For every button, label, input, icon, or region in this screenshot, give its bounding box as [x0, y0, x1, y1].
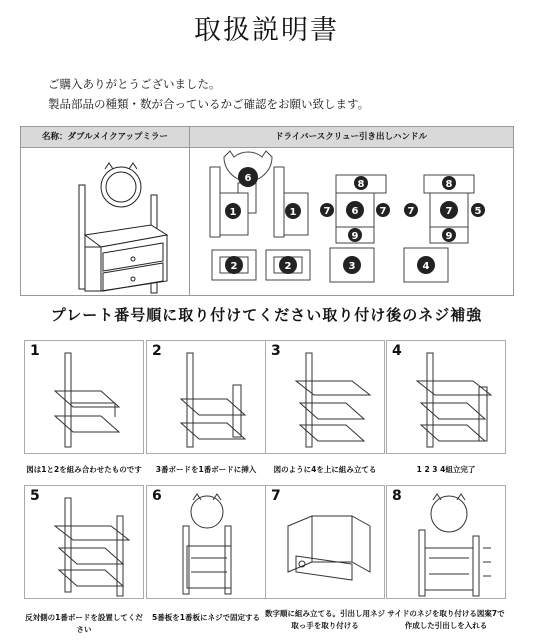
step-number: 8 — [392, 488, 402, 504]
step-8-caption: サイドのネジを取り付ける図案7で作成した引出しを入れる — [387, 609, 505, 630]
step-number: 7 — [271, 488, 281, 504]
step-1-caption: 図は1と2を組み合わせたものです — [26, 465, 142, 474]
intro-text — [48, 74, 369, 114]
part-label: 1 — [229, 207, 237, 218]
step-1-panel — [24, 340, 144, 454]
part-label: 2 — [284, 261, 292, 272]
step-4-caption: 1 2 3 4組立完了 — [416, 465, 476, 474]
step-number: 4 — [392, 343, 402, 359]
part-label: 4 — [422, 261, 430, 272]
part-label: 7 — [445, 206, 453, 217]
step-6-panel — [146, 485, 266, 599]
step-7-caption: 数字順に組み立てる。引出し用ネジ取っ手を取り付ける — [265, 609, 385, 630]
part-label: 7 — [323, 206, 331, 217]
step-number: 3 — [271, 343, 281, 359]
part-label: 3 — [348, 261, 356, 272]
part-label: 9 — [445, 231, 453, 242]
intro-line-2: 製品部品の種類・数が合っているかご確認をお願い致します。 — [48, 97, 370, 111]
part-label: 7 — [379, 206, 387, 217]
parts-table-header — [21, 127, 513, 148]
step-6-caption: 5番板を1番板にネジで固定する — [152, 613, 260, 622]
part-label: 9 — [351, 231, 359, 242]
part-label: 5 — [474, 206, 482, 217]
part-label: 6 — [244, 173, 252, 184]
tools-header: ドライバースクリュー引き出しハンドル — [275, 132, 427, 142]
part-label: 8 — [357, 179, 365, 190]
document-title: 取扱説明書 — [194, 15, 339, 46]
step-3-panel — [265, 340, 385, 454]
parts-diagram — [190, 147, 514, 297]
intro-line-1: ご購入ありがとうございました。 — [48, 77, 221, 91]
step-number: 1 — [30, 343, 40, 359]
step-number: 5 — [30, 488, 40, 504]
part-label: 7 — [407, 206, 415, 217]
step-number: 2 — [152, 343, 162, 359]
step-7-panel — [265, 485, 385, 599]
part-label: 2 — [230, 261, 238, 272]
step-5-panel — [24, 485, 144, 599]
step-2-panel — [146, 340, 266, 454]
steps-heading: プレート番号順に取り付けてください取り付け後のネジ補強 — [50, 306, 483, 324]
step-5-caption: 反対側の1番ボードを設置してください — [25, 613, 143, 634]
step-8-panel — [386, 485, 506, 599]
part-label: 8 — [445, 179, 453, 190]
step-3-caption: 図のように4を上に組み立てる — [273, 465, 377, 474]
step-2-caption: 3番ボードを1番ボードに挿入 — [155, 465, 257, 474]
step-4-panel — [386, 340, 506, 454]
parts-table — [20, 126, 514, 296]
part-label: 6 — [351, 206, 359, 217]
product-name-header: 名称：ダブルメイクアップミラー — [21, 127, 190, 147]
step-number: 6 — [152, 488, 162, 504]
part-label: 1 — [289, 207, 297, 218]
assembled-product-illustration — [21, 147, 189, 297]
